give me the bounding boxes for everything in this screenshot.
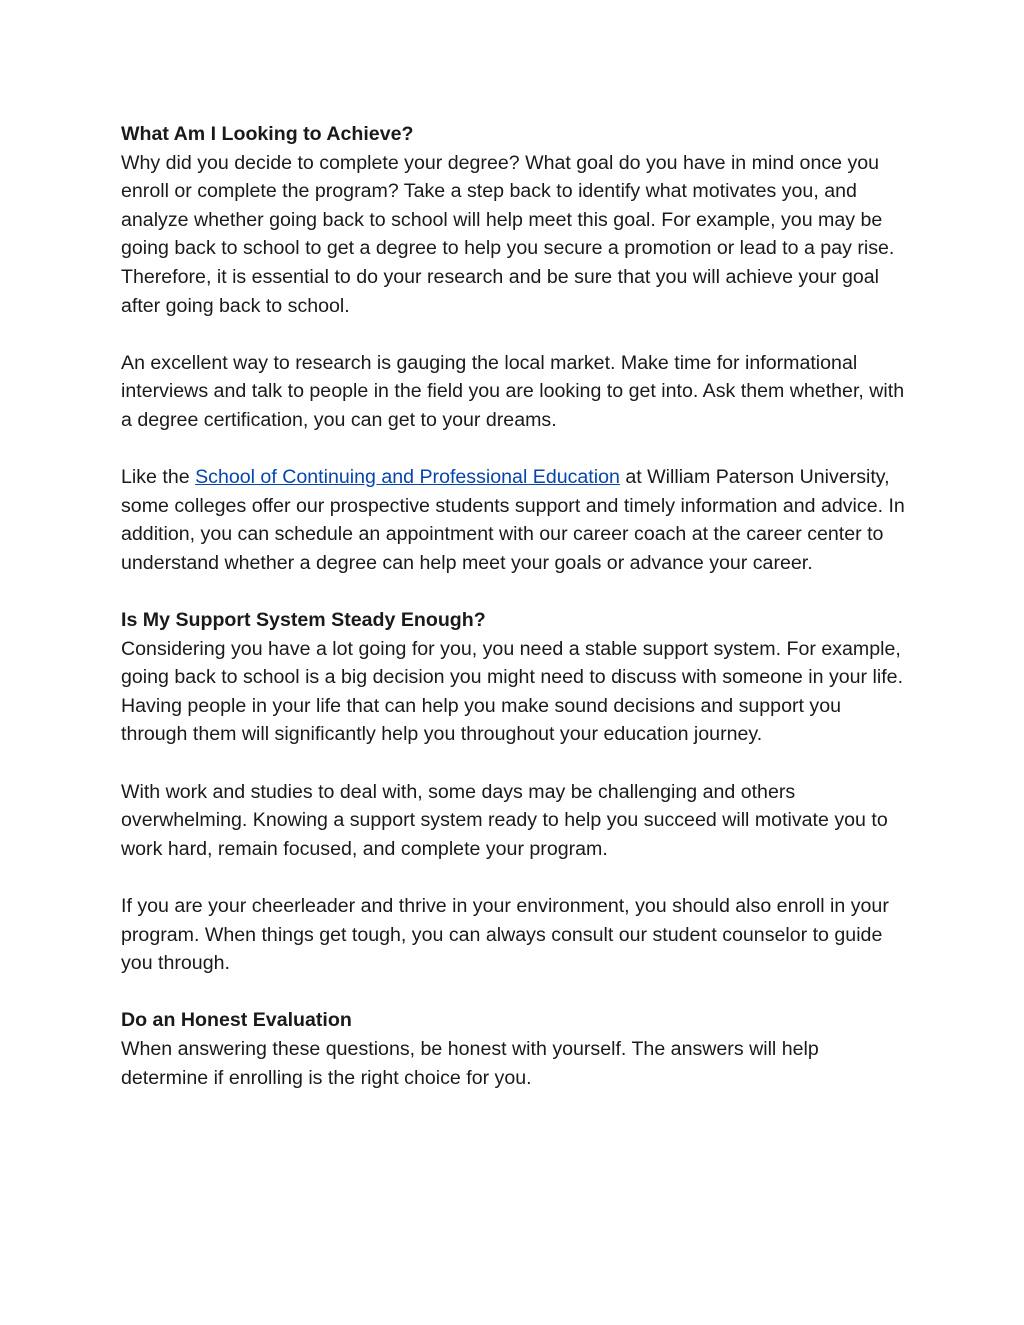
paragraph: If you are your cheerleader and thrive in your environment, you should also enroll in your program. When things get tough, you can always consult our student counselor to guide you through.: [121, 895, 889, 975]
paragraph-text-after-link: at William Paterson University, some colleges offer our prospective students support and timely information and advice. In addition, you can schedule an appointment with our career coach at the career center to understand whether a degree can help meet your goals or advance your career.: [121, 466, 905, 574]
paragraph: When answering these questions, be honest with yourself. The answers will help determine if enrolling is the right choice for you.: [121, 1038, 819, 1089]
section-honest-evaluation: [121, 1006, 911, 1092]
paragraph: An excellent way to research is gauging the local market. Make time for informational interviews and talk to people in the field you are looking to get into. Ask them whether, with a degree certification, you can get to your dreams.: [121, 351, 905, 431]
section-heading: Is My Support System Steady Enough?: [121, 609, 486, 632]
paragraph-with-link: [121, 463, 911, 577]
section-achieve: [121, 120, 911, 320]
paragraph-text-before-link: Like the: [121, 466, 196, 489]
section-heading: Do an Honest Evaluation: [121, 1009, 352, 1032]
paragraph-block: [121, 463, 911, 577]
paragraph-block: [121, 778, 911, 864]
section-support-system: [121, 606, 911, 749]
document-page: [121, 120, 911, 1121]
paragraph-block: [121, 349, 911, 435]
paragraph: Considering you have a lot going for you, you need a stable support system. For example, going back to school is a big decision you might need to discuss with someone in your life. Having people in your life that can help you make sound decisions and support you through them will significantly help you throughout your education journey.: [121, 637, 904, 746]
paragraph: Why did you decide to complete your degree? What goal do you have in mind once you enroll or complete the program? Take a step back to identify what motivates you, and analyze whether going back to school will help meet this goal. For example, you may be going back to school to get a degree to help you secure a promotion or lead to a pay rise. Therefore, it is essential to do your research and be sure that you will achieve your goal after going back to school.: [121, 151, 895, 317]
paragraph: With work and studies to deal with, some days may be challenging and others overwhelming. Knowing a support system ready to help you succeed will motivate you to work hard, remain focused, and complete your program.: [121, 780, 888, 860]
scpe-link[interactable]: School of Continuing and Professional Education: [195, 466, 620, 489]
section-heading: What Am I Looking to Achieve?: [121, 123, 414, 145]
paragraph-block: [121, 892, 911, 978]
